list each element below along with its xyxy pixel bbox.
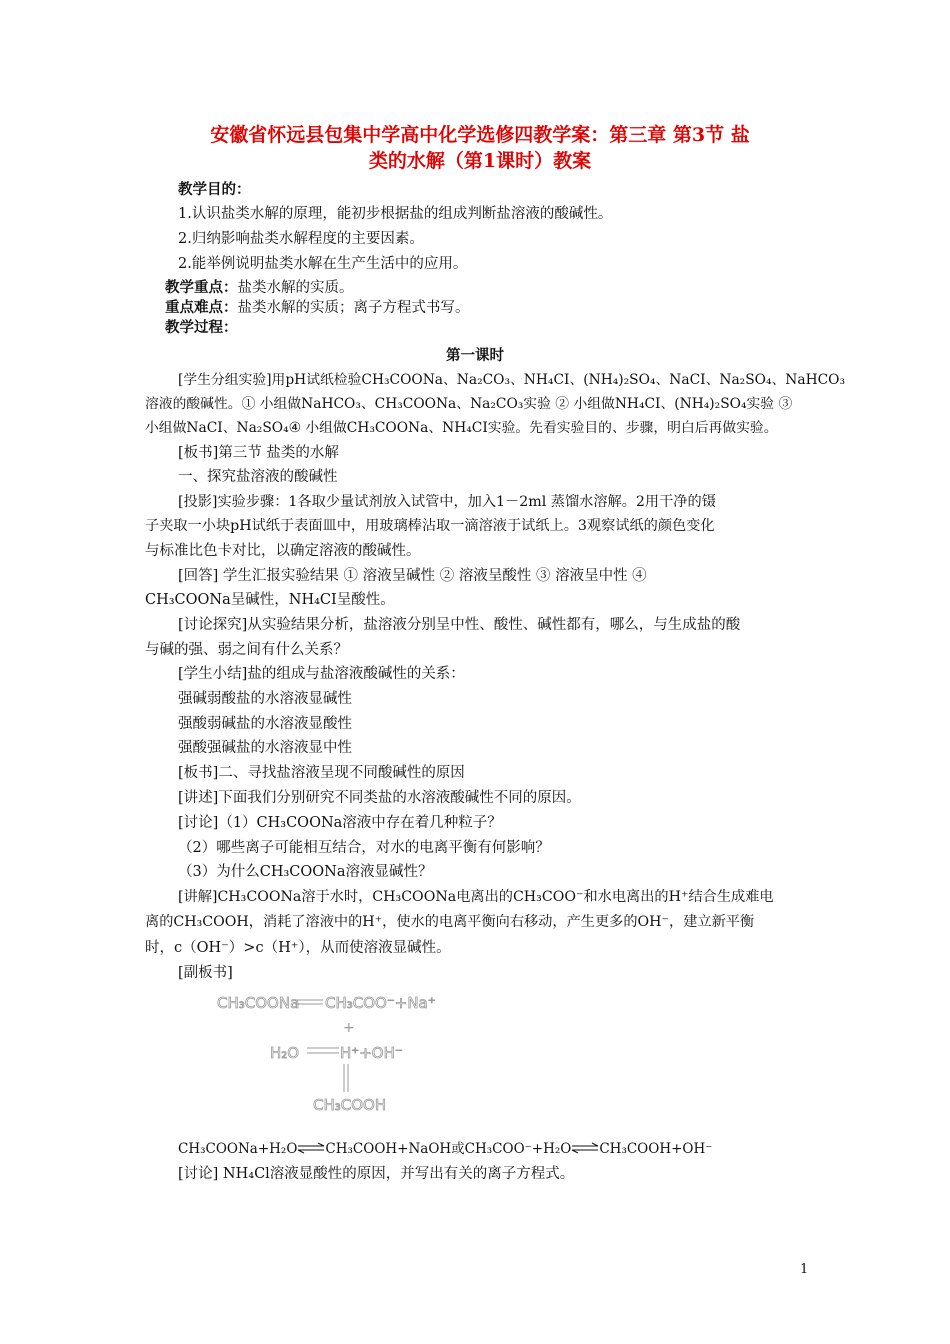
paragraph-line: CH₃COONa呈碱性，NH₄CI呈酸性。 — [145, 592, 395, 608]
paragraph-line: 小组做NaCI、Na₂SO₄④ 小组做CH₃COONa、NH₄CI实验。先看实验目的、步骤，明白后再做实验。 — [145, 420, 778, 436]
difficulty-text: 盐类水解的实质；离子方程式书写。 — [237, 300, 470, 316]
ionization-scheme-graphic — [215, 988, 435, 1118]
scheme-h-oh: H⁺+OH⁻ — [340, 1044, 403, 1062]
title-line-2: 类的水解（第1课时）教案 — [368, 150, 592, 172]
scheme-plus: + — [343, 1020, 355, 1036]
key-point-label: 教学重点： — [165, 279, 238, 296]
reversible-arrow-icon — [297, 1140, 325, 1160]
paragraph-line: 时，c（OH⁻）>c（H⁺），从而使溶液显碱性。 — [145, 940, 451, 956]
paragraph-line: （2）哪些离子可能相互结合，对水的电离平衡有何影响？ — [178, 840, 550, 856]
equation-part-2: CH₃COOH+NaOH或CH₃COO⁻+H₂O — [325, 1141, 572, 1157]
page-number: 1 — [800, 1262, 809, 1277]
paragraph-line: （3）为什么CH₃COONa溶液显碱性？ — [178, 864, 433, 880]
paragraph-line: 强酸弱碱盐的水溶液显酸性 — [178, 716, 352, 732]
paragraph-line: 强酸强碱盐的水溶液显中性 — [178, 740, 352, 756]
objectives-heading: 教学目的： — [178, 181, 251, 198]
difficulty-label: 重点难点： — [165, 299, 238, 316]
paragraph-line: 与碱的强、弱之间有什么关系？ — [145, 642, 348, 658]
paragraph-line: 子夹取一小块pH试纸于表面皿中，用玻璃棒沾取一滴溶液于试纸上。3观察试纸的颜色变化 — [145, 518, 715, 534]
paragraph-line: [副板书] — [178, 965, 233, 981]
ionization-scheme — [215, 988, 435, 1118]
paragraph-line: [回答] 学生汇报实验结果 ① 溶液呈碱性 ② 溶液呈酸性 ③ 溶液呈中性 ④ — [178, 568, 647, 584]
paragraph-line: [学生分组实验]用pH试纸检验CH₃COONa、Na₂CO₃、NH₄CI、(NH₄)₂SO₄、NaCI、Na₂SO₄、NaHCO₃ — [178, 372, 846, 388]
paragraph-line: [讨论] NH₄Cl溶液显酸性的原因，并写出有关的离子方程式。 — [178, 1166, 575, 1182]
paragraph-line: [学生小结]盐的组成与盐溶液酸碱性的关系： — [178, 666, 465, 682]
paragraph-line: [板书]二、寻找盐溶液呈现不同酸碱性的原因 — [178, 765, 465, 781]
difficulty-line — [165, 298, 470, 318]
paragraph-line: [讨论探究]从实验结果分析，盐溶液分别呈中性、酸性、碱性都有，哪么，与生成盐的酸 — [178, 617, 741, 633]
paragraph-line: [讨论]（1）CH₃COONa溶液中存在着几种粒子？ — [178, 815, 502, 831]
key-point-text: 盐类水解的实质。 — [237, 280, 354, 296]
scheme-ch3coona: CH₃COONa — [217, 994, 300, 1012]
title-line-1: 安徽省怀远县包集中学高中化学选修四教学案：第三章 第3节 盐 — [210, 124, 750, 146]
paragraph-line: 一、探究盐溶液的酸碱性 — [178, 469, 338, 485]
paragraph-line: [讲述]下面我们分别研究不同类盐的水溶液酸碱性不同的原因。 — [178, 790, 581, 806]
hydrolysis-equation — [178, 1139, 712, 1160]
equation-part-3: CH₃COOH+OH⁻ — [599, 1141, 713, 1157]
objective-item: 2.能举例说明盐类水解在生产生活中的应用。 — [178, 256, 468, 272]
paragraph-line: [投影]实验步骤：1各取少量试剂放入试管中，加入1－2ml 蒸馏水溶解。2用干净的镊 — [178, 494, 716, 510]
paragraph-line: 强碱弱酸盐的水溶液显碱性 — [178, 691, 352, 707]
scheme-h2o: H₂O — [270, 1044, 300, 1062]
scheme-ch3cooh: CH₃COOH — [313, 1096, 387, 1114]
paragraph-line: 离的CH₃COOH，消耗了溶液中的H⁺，使水的电离平衡向右移动，产生更多的OH⁻，建立新平衡 — [145, 914, 755, 930]
objective-item: 1.认识盐类水解的原理，能初步根据盐的组成判断盐溶液的酸碱性。 — [178, 206, 613, 222]
scheme-ch3coo-na: CH₃COO⁻+Na⁺ — [325, 994, 435, 1012]
paragraph-line: [讲解]CH₃COONa溶于水时，CH₃COONa电离出的CH₃COO⁻和水电离出的H⁺结合生成难电 — [178, 889, 774, 905]
paragraph-line: 溶液的酸碱性。① 小组做NaHCO₃、CH₃COONa、Na₂CO₃实验 ② 小组做NH₄CI、(NH₄)₂SO₄实验 ③ — [145, 396, 793, 412]
process-label: 教学过程： — [165, 319, 238, 336]
paragraph-line: 与标准比色卡对比，以确定溶液的酸碱性。 — [145, 543, 421, 559]
reversible-arrow-icon — [571, 1140, 599, 1160]
section-title: 第一课时 — [446, 347, 504, 364]
equation-part-1: CH₃COONa+H₂O — [178, 1141, 298, 1157]
key-point-line — [165, 278, 354, 298]
paragraph-line: [板书]第三节 盐类的水解 — [178, 445, 339, 461]
document-title — [140, 122, 820, 174]
objective-item: 2.归纳影响盐类水解程度的主要因素。 — [178, 231, 424, 247]
